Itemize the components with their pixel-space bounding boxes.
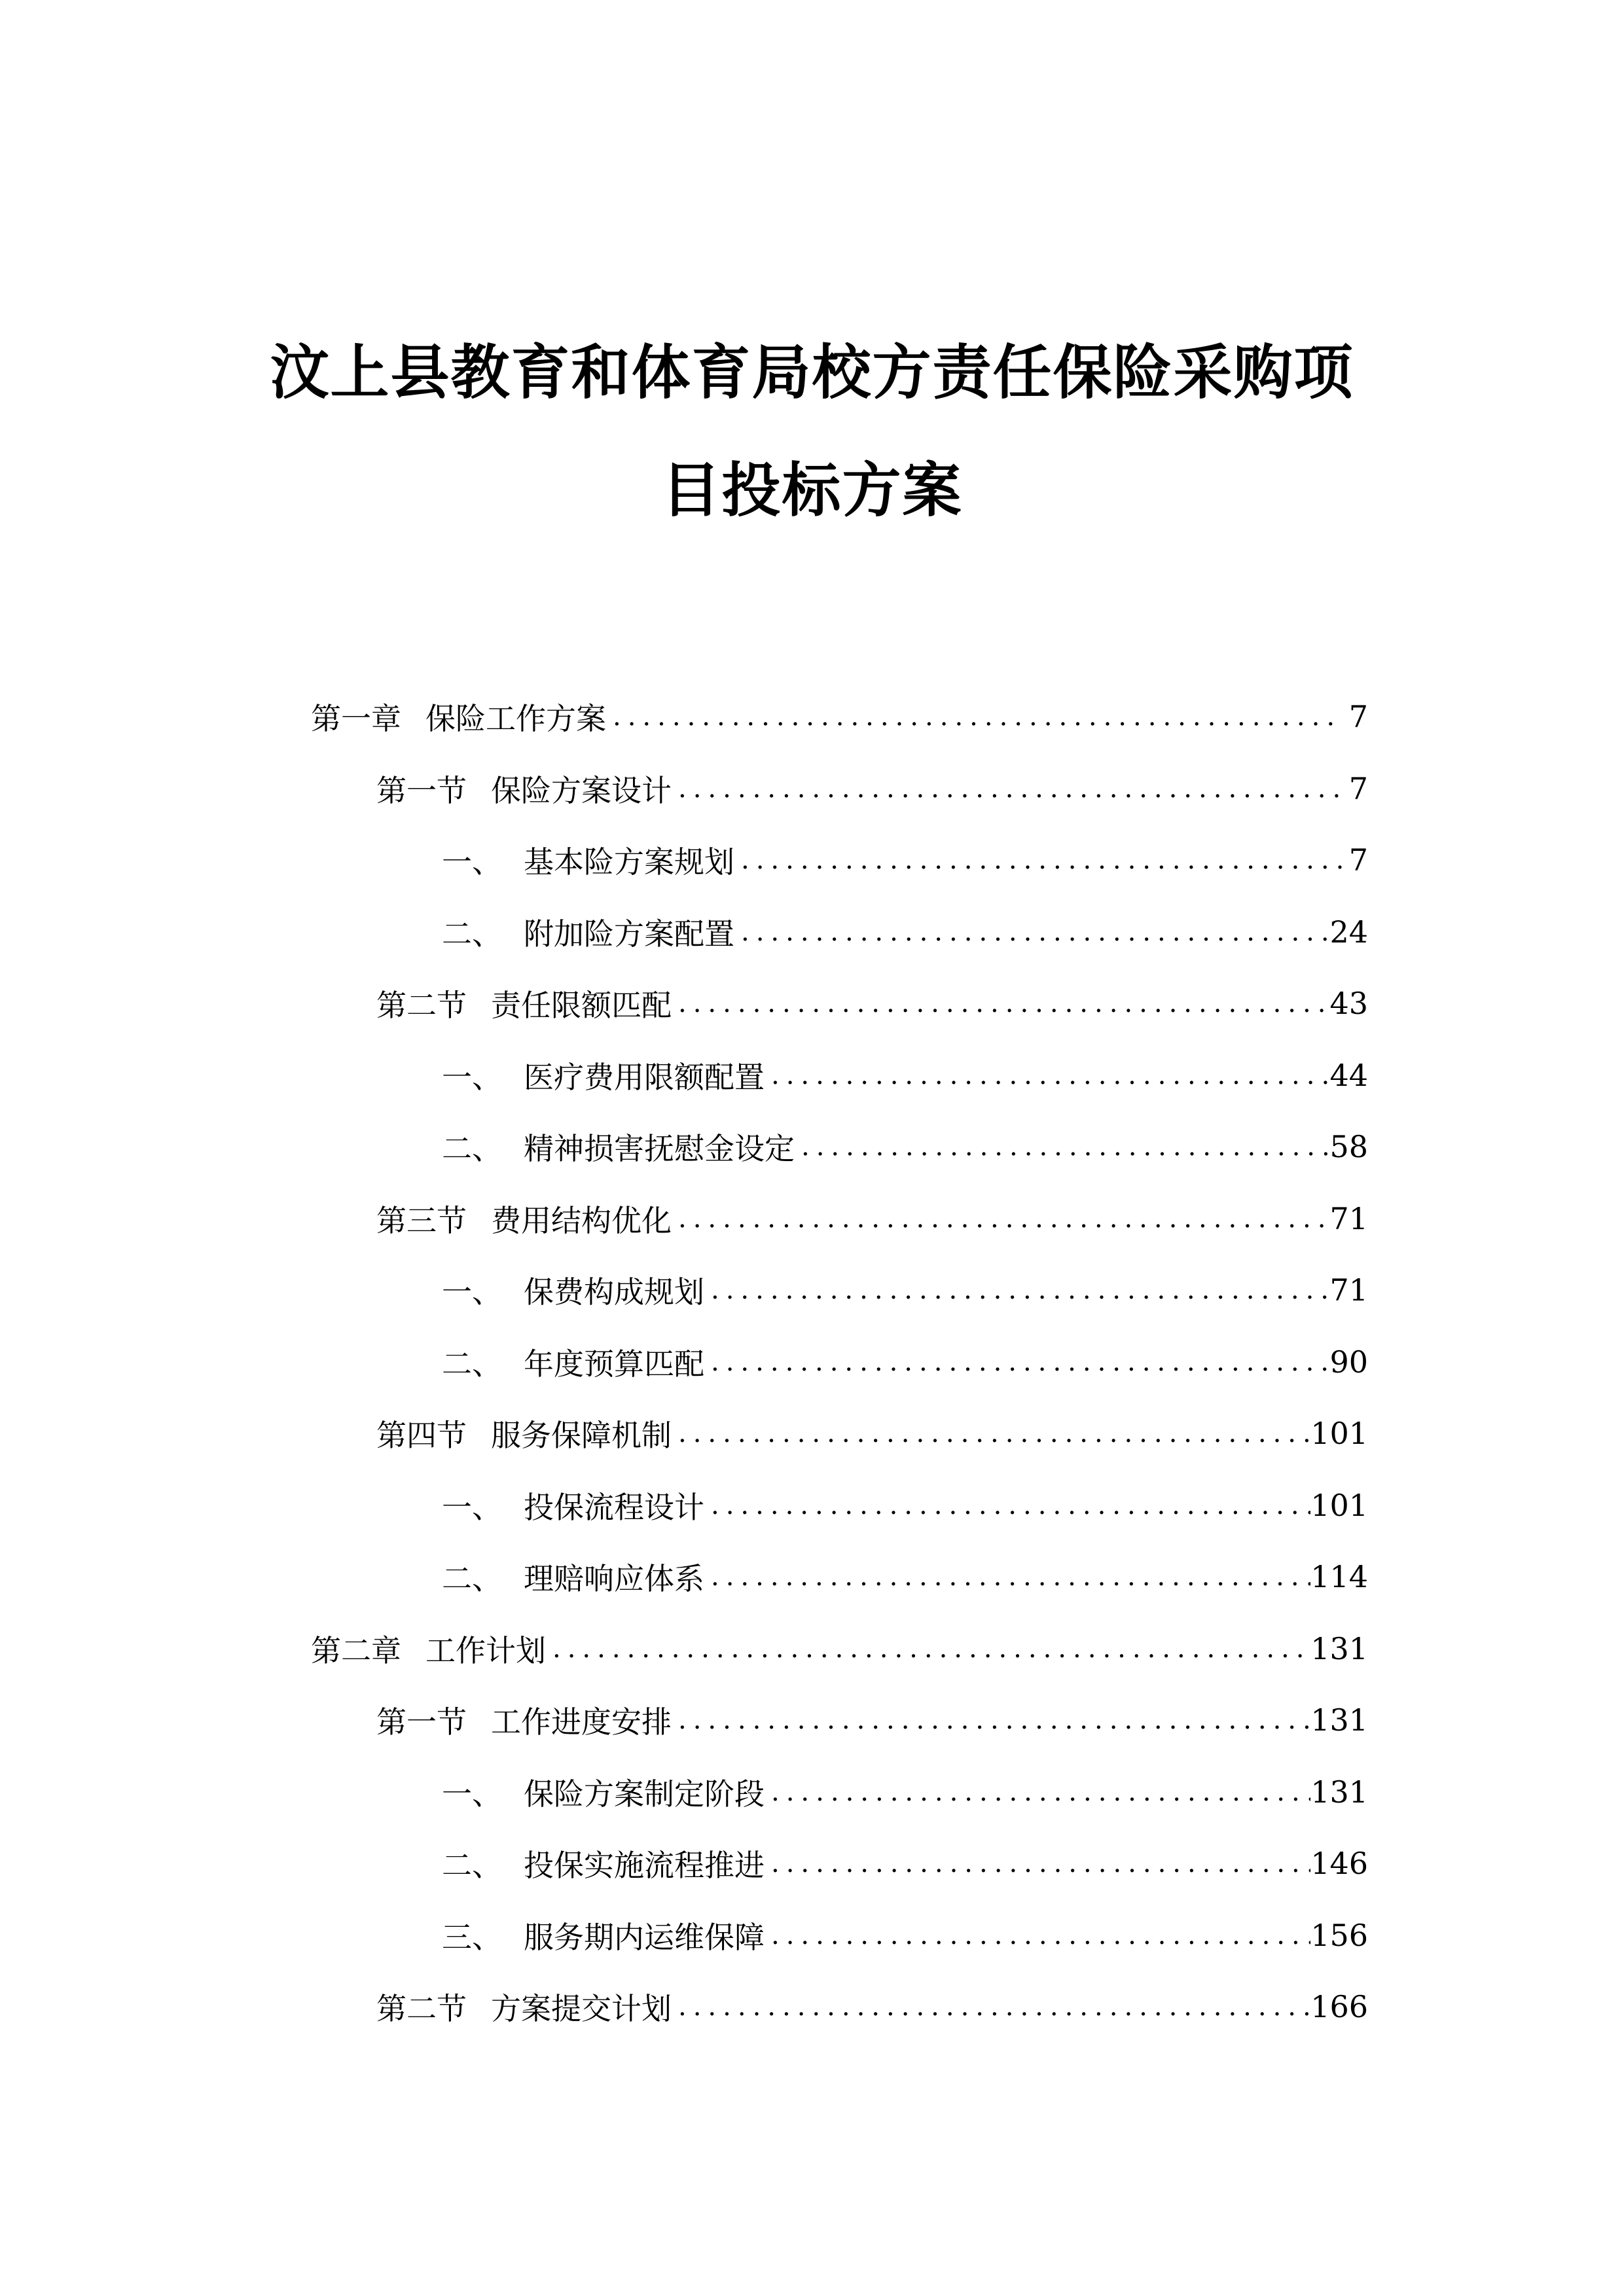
toc-entry-title: 责任限额匹配 <box>491 988 672 1023</box>
toc-entry-number: 一、 <box>442 844 502 880</box>
toc-dot-leader <box>672 1705 1310 1735</box>
toc-dot-leader <box>795 1132 1329 1162</box>
toc-page-number: 7 <box>1348 770 1368 806</box>
toc-dot-leader <box>765 1777 1310 1807</box>
toc-entry-title: 保险方案制定阶段 <box>524 1776 765 1812</box>
toc-dot-leader <box>672 1418 1310 1448</box>
toc-entry-title: 理赔响应体系 <box>524 1561 704 1596</box>
toc-entry-number: 一、 <box>442 1776 502 1812</box>
toc-dot-leader <box>704 1490 1310 1520</box>
toc-entry-number: 一、 <box>442 1059 502 1095</box>
toc-entry-level-3[interactable] <box>442 1049 1368 1102</box>
toc-entry-level-3[interactable] <box>442 1551 1368 1603</box>
toc-entry-title: 费用结构优化 <box>491 1202 672 1238</box>
toc-dot-leader <box>734 917 1329 947</box>
toc-entry-level-3[interactable] <box>442 834 1368 886</box>
toc-entry-title: 附加险方案配置 <box>524 916 734 952</box>
toc-page-number: 7 <box>1348 699 1368 734</box>
toc-page-number: 7 <box>1348 842 1368 878</box>
document-title-line-1: 汶上县教育和体育局校方责任保险采购项 <box>270 338 1354 407</box>
toc-dot-leader <box>606 702 1342 732</box>
toc-entry-number: 第四节 <box>376 1418 467 1453</box>
toc-entry-number: 第二章 <box>311 1632 401 1668</box>
toc-dot-leader <box>546 1634 1310 1664</box>
toc-entry-level-1[interactable] <box>311 1623 1368 1675</box>
toc-dot-leader <box>765 1920 1310 1950</box>
toc-entry-number: 一、 <box>442 1274 502 1310</box>
toc-entry-level-3[interactable] <box>442 906 1368 958</box>
toc-page-number: 71 <box>1329 1272 1368 1308</box>
toc-entry-number: 第一节 <box>376 1704 467 1740</box>
toc-entry-number: 第二节 <box>376 1991 467 2026</box>
toc-entry-title: 服务保障机制 <box>491 1418 672 1453</box>
toc-entry-level-3[interactable] <box>442 1479 1368 1532</box>
toc-dot-leader <box>765 1848 1310 1878</box>
toc-dot-leader <box>734 845 1342 875</box>
toc-page-number: 131 <box>1310 1702 1368 1738</box>
toc-entry-title: 方案提交计划 <box>491 1991 672 2026</box>
toc-dot-leader <box>704 1562 1310 1592</box>
toc-entry-title: 工作计划 <box>425 1632 546 1668</box>
toc-entry-level-1[interactable] <box>311 691 1368 743</box>
toc-page-number: 156 <box>1310 1917 1368 1953</box>
toc-page-number: 146 <box>1310 1846 1368 1881</box>
toc-entry-number: 第二节 <box>376 988 467 1023</box>
toc-page-number: 101 <box>1310 1487 1368 1523</box>
toc-page-number: 43 <box>1329 986 1368 1021</box>
toc-entry-level-3[interactable] <box>442 1336 1368 1388</box>
toc-entry-number: 二、 <box>442 916 502 952</box>
toc-entry-title: 服务期内运维保障 <box>524 1919 765 1955</box>
toc-dot-leader <box>765 1060 1329 1090</box>
toc-entry-number: 第三节 <box>376 1202 467 1238</box>
toc-page-number: 131 <box>1310 1630 1368 1666</box>
toc-entry-title: 基本险方案规划 <box>524 844 734 880</box>
toc-entry-title: 保险方案设计 <box>491 772 672 808</box>
toc-entry-number: 第一章 <box>311 701 401 736</box>
toc-entry-level-2[interactable] <box>376 1694 1368 1746</box>
toc-entry-level-3[interactable] <box>442 1766 1368 1818</box>
toc-entry-level-2[interactable] <box>376 762 1368 815</box>
toc-entry-number: 三、 <box>442 1919 502 1955</box>
toc-entry-title: 保险工作方案 <box>425 701 606 736</box>
toc-entry-title: 工作进度安排 <box>491 1704 672 1740</box>
toc-entry-title: 投保流程设计 <box>524 1489 704 1525</box>
toc-entry-number: 二、 <box>442 1131 502 1166</box>
toc-page-number: 58 <box>1329 1129 1368 1164</box>
toc-dot-leader <box>704 1347 1329 1377</box>
toc-page-number: 90 <box>1329 1344 1368 1380</box>
toc-entry-level-2[interactable] <box>376 1193 1368 1245</box>
toc-entry-title: 年度预算匹配 <box>524 1346 704 1382</box>
toc-dot-leader <box>704 1275 1329 1305</box>
toc-entry-level-2[interactable] <box>376 1407 1368 1460</box>
toc-page-number: 114 <box>1310 1559 1368 1594</box>
toc-entry-level-2[interactable] <box>376 1981 1368 2033</box>
toc-entry-level-3[interactable] <box>442 1264 1368 1316</box>
toc-entry-level-3[interactable] <box>442 1837 1368 1890</box>
toc-entry-title: 精神损害抚慰金设定 <box>524 1131 795 1166</box>
toc-entry-level-2[interactable] <box>376 977 1368 1030</box>
toc-dot-leader <box>672 988 1329 1018</box>
toc-entry-level-3[interactable] <box>442 1121 1368 1173</box>
toc-page-number: 166 <box>1310 1989 1368 2024</box>
toc-page-number: 71 <box>1329 1200 1368 1236</box>
toc-dot-leader <box>672 774 1342 804</box>
toc-entry-level-3[interactable] <box>442 1909 1368 1962</box>
toc-dot-leader <box>672 1204 1329 1234</box>
toc-entry-number: 二、 <box>442 1848 502 1883</box>
toc-entry-title: 投保实施流程推进 <box>524 1848 765 1883</box>
toc-page-number: 44 <box>1329 1057 1368 1093</box>
toc-entry-number: 二、 <box>442 1346 502 1382</box>
document-title-line-2: 目投标方案 <box>661 456 963 525</box>
toc-entry-number: 二、 <box>442 1561 502 1596</box>
toc-page-number: 131 <box>1310 1774 1368 1810</box>
toc-page-number: 101 <box>1310 1416 1368 1451</box>
toc-entry-title: 保费构成规划 <box>524 1274 704 1310</box>
toc-entry-title: 医疗费用限额配置 <box>524 1059 765 1095</box>
toc-dot-leader <box>672 1992 1310 2022</box>
toc-page-number: 24 <box>1329 914 1368 950</box>
toc-entry-number: 第一节 <box>376 772 467 808</box>
toc-entry-number: 一、 <box>442 1489 502 1525</box>
